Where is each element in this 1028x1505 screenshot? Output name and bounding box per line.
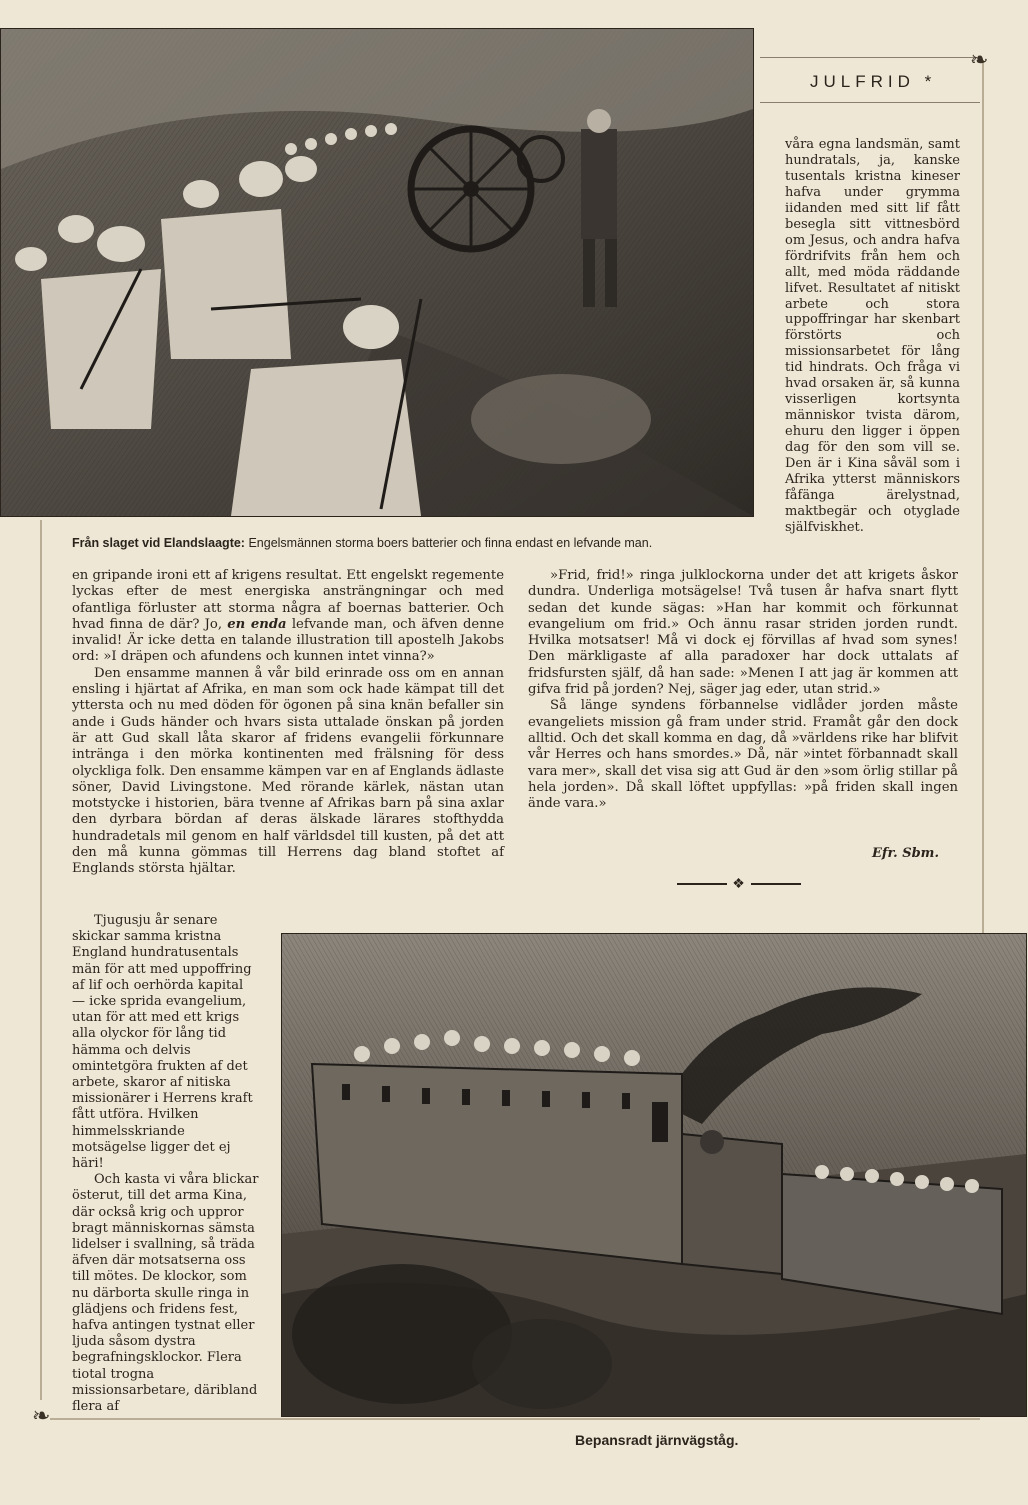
battle-caption-lead: Från slaget vid Elandslaagte: <box>72 536 245 550</box>
train-engraving <box>282 934 1026 1416</box>
armoured-train-illustration <box>281 933 1027 1417</box>
left-bottom-paragraph-1: Tjugusju år senare skickar samma kristna England hundratusentals män för att med uppoffring af lif och oerhörda kapital — icke sprida evangelium, utan för att med ett krigs alla olyckor för lång tid hämma och delvis omintetgöra frukten af det arbete, skaror af nitiska missionärer i Herrens kraft fått utföra. Hvilken himmelsskriande motsägelse ligger det ej häri! <box>72 913 253 1172</box>
corner-ornament-bottom-icon: ❧ <box>32 1404 51 1429</box>
right-top-paragraph: våra egna landsmän, samt hundratals, ja, kanske tusentals kristna kineser hafva under grymma iidanden med sitt lif fått besegla sitt vittnesbörd om Jesus, och andra hafva fördrifvits från hem och allt, med möda räddande lifvet. Resultatet af nitiskt arbete och stora uppoffringar har skenbart förstörts och missionsarbetet för lång tid hindrats. Och fråga vi hvad orsaken är, så kunna visserligen kortsynta människor tvista därom, ehuru den ligger i öppen dag för den som vill se. Den är i Kina såväl som i Afrika ytterst människors fåfänga ärelystnad, maktbegär och otyglade själfviskhet. <box>785 137 960 535</box>
right-column-top-text <box>785 137 960 536</box>
left-mid-paragraph-1 <box>72 568 504 666</box>
train-caption: Bepansradt järnvägståg. <box>575 1432 739 1448</box>
header-star: * <box>924 72 937 91</box>
left-column-bottom <box>72 913 260 1415</box>
battle-engraving <box>1 29 753 516</box>
battle-illustration <box>0 28 754 517</box>
page-border-left <box>40 520 42 1400</box>
page-border-bottom <box>50 1418 980 1420</box>
left-bottom-paragraph-2: Och kasta vi våra blickar österut, till det arma Kina, där också krig och uppror bragt människornas sämsta lidelser i svallning, så träda äfven där motsatserna oss till mötes. De klockor, som nu därborta skulle ringa in glädjens och fridens fest, hafva antingen tystnat eller ljuda såsom dystra begrafningsklockor. Flera tiotal trogna missionsarbetare, däribland flera af <box>72 1172 259 1415</box>
battle-caption <box>72 536 752 550</box>
right-mid-paragraph-1: »Frid, frid!» ringa julklockorna under det att krigets åskor dundra. Underliga motsägelse! Två tusen år hafva snart flytt sedan det kunde sägas: »Han har kommit och förkunnat evangelium om frid.» Och ännu rasar striden jorden rundt. Hvilka motsatser! Må vi dock ej förvillas af hvad som synes! Den märkligaste af alla paradoxer har dock uttalats af fridsfursten själf, då han sade: »Menen I att jag är kommen att gifva frid på jorden? Nej, säger jag eder, utan strid.» <box>528 568 958 698</box>
author-signature: Efr. Sbm. <box>872 846 939 861</box>
page-header <box>810 72 936 92</box>
section-divider <box>664 876 814 892</box>
header-title: JULFRID <box>810 72 915 91</box>
left-mid-p1-start: en gripande ironi ett af krigens resultat. Ett engelskt regemente lyckas efter de mest energiska ansträngningar och med ofantliga förluster att storma några af boernas batterier. Och hvad finna de där? Jo, <box>72 568 504 632</box>
left-mid-p1-end: lefvande man, och äfven denne invalid! Är icke detta en talande illustration till apostelh Jakobs ord: »I dräpen och afundens och kunnen intet vinna?» <box>72 616 504 665</box>
right-column-middle <box>528 568 958 812</box>
header-rule-bottom <box>760 102 980 103</box>
right-mid-paragraph-2: Så länge syndens förbannelse vidlåder jorden måste evangeliets mission gå fram under strid. Framåt går den dock alltid. Och det skall komma en dag, då »världens rike har blifvit vår Herres och hans smordes.» Då, när »intet förbannadt skall vara mer», skall det visa sig att Gud är den »som örlig stillar på hela jorden». Då skall löftet uppfyllas: »på friden skall ingen ände vara.» <box>528 698 958 812</box>
left-mid-paragraph-2: Den ensamme mannen å vår bild erinrade oss om en annan ensling i hjärtat af Afrika, en man som ock hade kämpat till det yttersta och nu med döden för ögonen på sina knän befaller sin ande i Guds händer och hvars sista uttalade önskan på jorden är att Gud skall låta skaror af fridens evangelii förkunnare inträngа i den mörka kontinenten med frälsning för dess olyckliga folk. Den ensamme kämpen var en af Englands ädlaste söner, David Livingstone. Med rörande kärlek, nästan utan motstycke i historien, bära tvenne af Afrikas barn på sina axlar den dyrbara bördan af deras älskade lärares stofthydda hundradetals mil genom en half världsdel till kusten, på det att den må kunna gömmas till Herrens dag bland stoftet af Englands största hjältar. <box>72 665 504 877</box>
header-rule-top <box>760 57 980 58</box>
left-mid-p1-emphasis: en enda <box>227 616 287 632</box>
corner-ornament-icon: ❧ <box>970 48 989 73</box>
left-column-middle <box>72 568 504 878</box>
battle-caption-text: Engelsmännen storma boers batterier och finna endast en lefvande man. <box>248 536 653 550</box>
divider-ornament-icon: ❖ <box>726 876 752 892</box>
